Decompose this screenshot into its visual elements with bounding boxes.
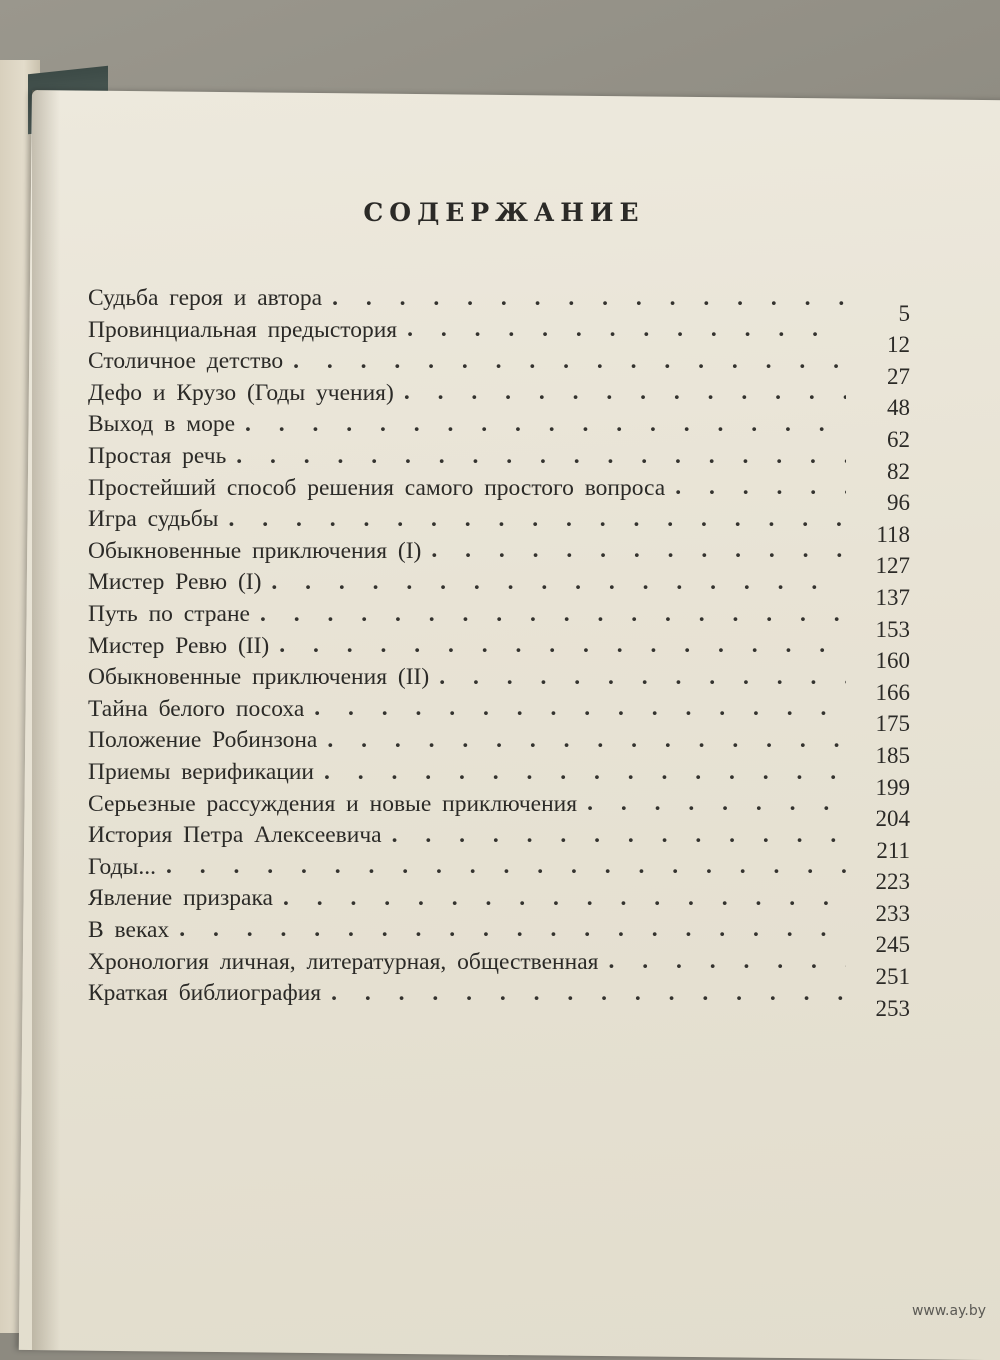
toc-entry-title: Обыкновенные приключения (I) bbox=[88, 537, 422, 564]
toc-entry-title: Серьезные рассуждения и новые приключения bbox=[88, 790, 578, 817]
toc-entry-title: Игра судьбы bbox=[88, 506, 219, 533]
toc-entry-page: 5 bbox=[898, 300, 910, 326]
toc-entry-page: 153 bbox=[875, 616, 910, 642]
toc-entry bbox=[88, 311, 910, 358]
toc-entry-title: Положение Робинзона bbox=[88, 727, 318, 754]
toc-entry bbox=[88, 848, 910, 895]
toc-leader-dots bbox=[293, 350, 846, 374]
toc-entry-page: 233 bbox=[875, 900, 910, 926]
toc-leader-dots bbox=[279, 634, 846, 658]
toc-entry-page: 245 bbox=[875, 932, 910, 958]
toc-entry bbox=[88, 879, 910, 926]
toc-leader-dots bbox=[245, 413, 846, 437]
watermark: www.ay.by bbox=[911, 1303, 986, 1319]
toc-leader-dots bbox=[431, 539, 846, 563]
toc-entry-title: Хронология личная, литературная, общественная bbox=[88, 948, 599, 975]
toc-entry-title: Мистер Ревю (I) bbox=[88, 569, 262, 596]
toc-entry-page: 48 bbox=[887, 395, 910, 421]
toc-entry bbox=[88, 911, 910, 958]
toc-entry-page: 82 bbox=[887, 458, 910, 484]
toc-heading: СОДЕРЖАНИЕ bbox=[363, 198, 645, 227]
toc-entry-title: Мистер Ревю (II) bbox=[88, 632, 270, 659]
toc-leader-dots bbox=[179, 918, 846, 942]
toc-entry-page: 253 bbox=[875, 995, 910, 1021]
toc-leader-dots bbox=[166, 855, 846, 879]
toc-leader-dots bbox=[404, 381, 846, 405]
toc-entry bbox=[88, 942, 910, 990]
toc-entry-title: Столичное детство bbox=[88, 348, 284, 375]
toc-entry bbox=[88, 437, 910, 484]
toc-entry bbox=[88, 690, 910, 737]
toc-leader-dots bbox=[392, 824, 846, 848]
toc-entry-title: Простая речь bbox=[88, 443, 227, 470]
toc-entry-page: 137 bbox=[875, 584, 910, 610]
toc-entry bbox=[88, 721, 910, 768]
toc-entry-page: 12 bbox=[887, 332, 910, 358]
toc-entry-page: 223 bbox=[875, 869, 910, 895]
toc-entry-page: 185 bbox=[875, 742, 910, 768]
toc-leader-dots bbox=[271, 571, 846, 595]
toc-entry-title: Судьба героя и автора bbox=[88, 285, 323, 312]
toc-entry-page: 175 bbox=[875, 711, 910, 737]
toc-entry-page: 199 bbox=[875, 774, 910, 800]
toc-entry bbox=[88, 405, 910, 452]
toc-entry bbox=[88, 753, 910, 800]
toc-entry bbox=[88, 658, 910, 705]
page-gutter-shadow bbox=[32, 90, 60, 1350]
toc-entry-title: Обыкновенные приключения (II) bbox=[88, 664, 430, 691]
toc-entry bbox=[88, 627, 910, 674]
toc-entry-title: Явление призрака bbox=[88, 885, 273, 912]
toc-entry-page: 160 bbox=[875, 648, 910, 674]
toc-leader-dots bbox=[314, 697, 846, 721]
toc-entry bbox=[88, 469, 910, 516]
toc-entry-page: 127 bbox=[875, 553, 910, 579]
toc-entry-title: Простейший способ решения самого простого вопроса bbox=[88, 474, 666, 501]
toc-entry bbox=[88, 974, 910, 1021]
toc-entry-title: Выход в море bbox=[88, 411, 235, 438]
toc-entry bbox=[88, 374, 910, 421]
toc-leader-dots bbox=[587, 792, 846, 816]
toc-entry-title: История Петра Алексеевича bbox=[88, 822, 382, 849]
toc-entry bbox=[88, 785, 910, 832]
toc-leader-dots bbox=[439, 666, 846, 690]
toc-list bbox=[88, 279, 910, 1021]
toc-entry-page: 166 bbox=[875, 679, 910, 705]
toc-entry-title: Путь по стране bbox=[88, 601, 250, 628]
toc-entry-title: Дефо и Крузо (Годы учения) bbox=[88, 379, 394, 406]
toc-leader-dots bbox=[236, 445, 846, 469]
toc-entry bbox=[88, 532, 910, 579]
toc-entry bbox=[88, 563, 910, 610]
toc-leader-dots bbox=[228, 508, 846, 532]
toc-leader-dots bbox=[283, 887, 846, 911]
toc-entry-page: 27 bbox=[887, 363, 910, 389]
toc-leader-dots bbox=[324, 761, 846, 785]
toc-leader-dots bbox=[332, 287, 846, 311]
toc-leader-dots bbox=[608, 950, 846, 974]
toc-entry-title: Краткая библиография bbox=[88, 980, 322, 1007]
toc-leader-dots bbox=[331, 982, 846, 1006]
toc-entry bbox=[88, 816, 910, 863]
toc-entry bbox=[88, 279, 910, 326]
toc-entry-title: Годы... bbox=[88, 853, 156, 880]
toc-entry-title: Провинциальная предыстория bbox=[88, 316, 398, 343]
toc-entry-page: 96 bbox=[887, 490, 910, 516]
toc-entry-title: Тайна белого посоха bbox=[88, 695, 305, 722]
toc-leader-dots bbox=[407, 318, 846, 342]
toc-entry-page: 211 bbox=[876, 837, 910, 863]
toc-entry-title: В веках bbox=[88, 916, 170, 943]
toc-entry-page: 204 bbox=[875, 806, 910, 832]
table-of-contents bbox=[88, 198, 910, 1021]
toc-entry bbox=[88, 595, 910, 642]
toc-leader-dots bbox=[675, 476, 846, 500]
toc-entry bbox=[88, 342, 910, 389]
toc-entry-page: 62 bbox=[887, 426, 910, 452]
toc-leader-dots bbox=[327, 729, 846, 753]
toc-entry-title: Приемы верификации bbox=[88, 759, 315, 785]
toc-leader-dots bbox=[260, 603, 846, 627]
toc-entry-page: 118 bbox=[876, 521, 910, 547]
toc-entry-page: 251 bbox=[875, 964, 910, 990]
toc-entry bbox=[88, 500, 910, 547]
